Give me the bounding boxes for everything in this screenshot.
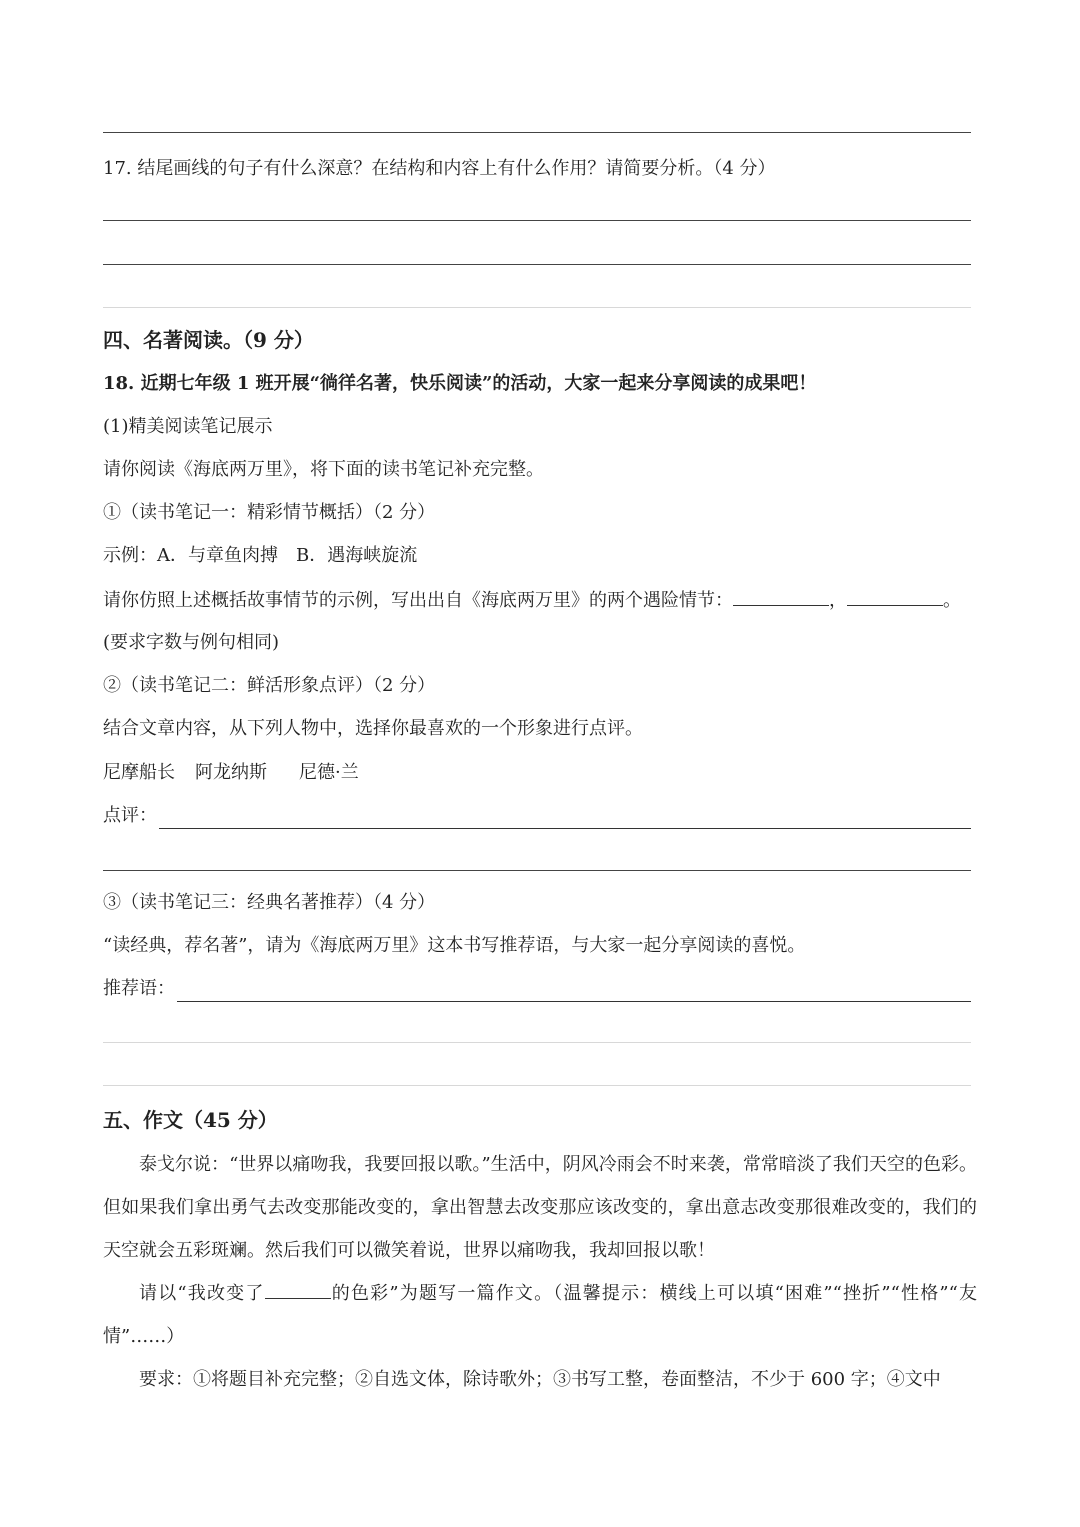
answer-line [103,132,971,133]
note-1-prompt-row [103,587,961,614]
note-3-instruction: “读经典，荐名著”，请为《海底两万里》这本书写推荐语，与大家一起分享阅读的喜悦。 [103,935,806,956]
answer-line [103,220,971,221]
recommendation-row [103,976,971,1002]
recommendation-label: 推荐语： [103,978,175,999]
essay-prompt-paragraph: 泰戈尔说：“世界以痛吻我，我要回报以歌。”生活中，阴风冷雨会不时来袭，常常暗淡了我们天空的色彩。但如果我们拿出勇气去改变那能改变的，拿出智慧去改变那应该改变的，拿出意志改变那很难改变的，我们的天空就会五彩斑斓。然后我们可以微笑着说，世界以痛吻我，我却回报以歌！ [103,1154,977,1261]
comma: ， [829,590,847,611]
answer-line [103,307,971,308]
reading-instruction: 请你阅读《海底两万里》，将下面的读书笔记补充完整。 [103,459,544,480]
essay-title-before: 请以“我改变了 [139,1283,265,1304]
part-1-title: (1)精美阅读笔记展示 [103,416,273,437]
comment-input-line[interactable] [159,808,971,829]
character-ned-land: 尼德·兰 [299,762,359,783]
section-4-heading: 四、名著阅读。（9 分） [103,328,314,352]
character-nemo: 尼摩船长 [103,762,175,783]
blank-1[interactable] [733,587,829,606]
note-1-requirement: (要求字数与例句相同) [103,632,280,653]
note-2-instruction: 结合文章内容，从下列人物中，选择你最喜欢的一个形象进行点评。 [103,718,643,739]
essay-title-after: 的色彩”为题写一篇作文。（温馨提示：横线上可以填“困难”“挫折”“性格”“友情”……） [103,1283,978,1347]
answer-line [103,870,971,871]
essay-requirements: 要求：①将题目补充完整；②自选文体，除诗歌外；③书写工整，卷面整洁，不少于 600 字；④文中 [139,1369,941,1390]
comment-label: 点评： [103,805,157,826]
essay-title-blank[interactable] [265,1280,331,1299]
note-1-example: 示例：A．与章鱼肉搏 B．遇海峡旋流 [103,545,418,566]
note-2-title: ②（读书笔记二：鲜活形象点评）（2 分） [103,675,436,696]
blank-2[interactable] [847,587,943,606]
comment-row [103,803,971,829]
question-17: 17. 结尾画线的句子有什么深意？在结构和内容上有什么作用？请简要分析。（4 分） [103,158,776,179]
section-5-heading: 五、作文（45 分） [103,1108,278,1132]
answer-line [103,264,971,265]
character-aronnax: 阿龙纳斯 [195,762,267,783]
note-3-title: ③（读书笔记三：经典名著推荐）（4 分） [103,892,436,913]
question-18-intro: 18. 近期七年级 1 班开展“徜徉名著，快乐阅读”的活动，大家一起来分享阅读的成果吧！ [103,373,817,394]
answer-line [103,1042,971,1043]
note-1-prompt: 请你仿照上述概括故事情节的示例，写出出自《海底两万里》的两个遇险情节： [103,590,733,611]
essay-title-instruction [103,1272,977,1358]
period: 。 [943,590,961,611]
answer-line [103,1085,971,1086]
character-list [103,760,359,786]
note-1-title: ①（读书笔记一：精彩情节概括）（2 分） [103,502,436,523]
recommendation-input-line[interactable] [177,981,971,1002]
